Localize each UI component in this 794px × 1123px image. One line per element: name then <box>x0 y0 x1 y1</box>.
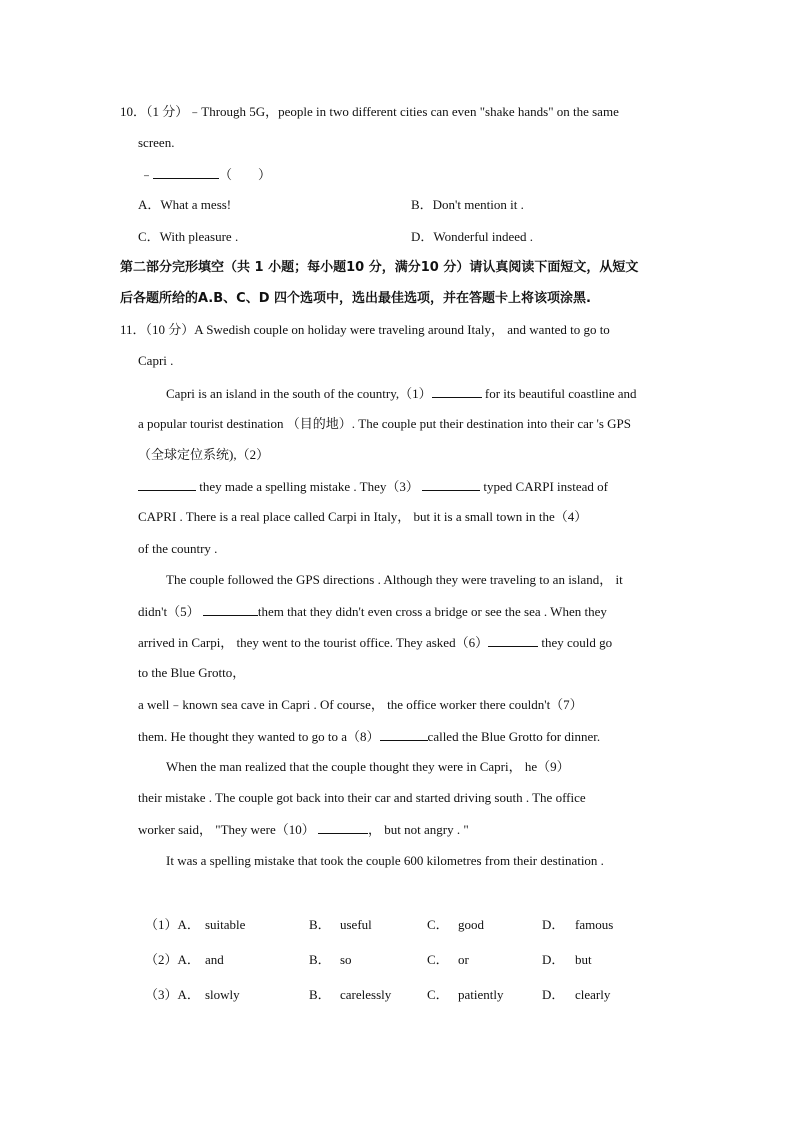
passage-text: worker said， "They were（10） <box>138 822 315 837</box>
q11-p1-line1 <box>166 385 637 402</box>
passage-text: Capri is an island in the south of the country,（1） <box>166 386 432 401</box>
q11-p2-line6 <box>138 728 600 745</box>
passage-text: they could go <box>538 635 613 650</box>
blank-1[interactable] <box>432 385 482 398</box>
choice-c[interactable]: patiently <box>458 987 504 1002</box>
choice-b[interactable]: carelessly <box>340 987 392 1002</box>
choice-b[interactable]: useful <box>340 917 372 932</box>
passage-text: arrived in Carpi， they went to the tourist office. They asked（6） <box>138 635 489 650</box>
passage-text: them. He thought they wanted to go to a（8） <box>138 729 380 744</box>
q11-p1-line3: （全球定位系统),（2） <box>138 447 270 462</box>
choice-d[interactable]: famous <box>575 917 614 932</box>
blank-5[interactable] <box>203 603 258 616</box>
choice-a[interactable]: and <box>205 952 224 967</box>
choice-d[interactable]: clearly <box>575 987 611 1002</box>
choice-a[interactable]: slowly <box>205 987 240 1002</box>
q10-option-c[interactable]: C．With pleasure . <box>138 229 239 244</box>
passage-text: didn't（5） <box>138 604 200 619</box>
q10-answer-paren: （ ） <box>219 167 272 182</box>
choice-a[interactable]: suitable <box>205 917 246 932</box>
q10-option-d[interactable]: D．Wonderful indeed . <box>411 229 534 244</box>
q11-intro-line2: Capri . <box>138 353 174 368</box>
q10-answer-blank[interactable] <box>153 166 219 179</box>
q11-p1-line5: CAPRI . There is a real place called Carpi in Italy， but it is a small town in the（4） <box>138 509 588 524</box>
choice-b-label: B． <box>309 917 331 932</box>
q11-p1-line2: a popular tourist destination （目的地）. The couple put their destination into their car 's GPS <box>138 416 632 431</box>
choice-c-label: C． <box>427 987 449 1002</box>
choice-b[interactable]: so <box>340 952 352 967</box>
section2-heading-line1: 第二部分完形填空（共 1 小题；每小题10 分，满分10 分）请认真阅读下面短文，从短文 <box>120 260 639 275</box>
blank-10[interactable] <box>318 821 368 834</box>
blank-3[interactable] <box>422 478 480 491</box>
choice-c-label: C． <box>427 952 449 967</box>
choice-number: （2）A． <box>145 952 200 967</box>
q11-p2-line1: The couple followed the GPS directions . Although they were traveling to an island， it <box>166 572 623 587</box>
q11-p2-line2 <box>138 603 607 620</box>
q10-answer-prefix: ﹣ <box>140 167 154 182</box>
choice-d[interactable]: but <box>575 952 592 967</box>
passage-text: called the Blue Grotto for dinner. <box>427 729 601 744</box>
passage-text: ， but not angry . " <box>368 822 469 837</box>
passage-text: them that they didn't even cross a bridge or see the sea . When they <box>257 604 607 619</box>
q10-stem-line2: screen. <box>138 135 175 150</box>
section2-heading-line2: 后各题所给的A.B、C、D 四个选项中，选出最佳选项，并在答题卡上将该项涂黑. <box>120 291 591 306</box>
q11-intro-line1: 11．（10 分）A Swedish couple on holiday were traveling around Italy， and wanted to go to <box>120 322 610 337</box>
choice-c-label: C． <box>427 917 449 932</box>
choice-d-label: D． <box>542 987 565 1002</box>
choice-c[interactable]: or <box>458 952 469 967</box>
blank-2[interactable] <box>138 478 196 491</box>
choice-b-label: B． <box>309 952 331 967</box>
choice-c[interactable]: good <box>458 917 484 932</box>
q11-p3-line1: When the man realized that the couple thought they were in Capri， he（9） <box>166 759 570 774</box>
passage-text: typed CARPI instead of <box>480 479 608 494</box>
q10-option-a[interactable]: A．What a mess! <box>138 197 232 212</box>
passage-text: they made a spelling mistake . They（3） <box>196 479 419 494</box>
choice-number: （1）A． <box>145 917 200 932</box>
q11-p2-line5: a well﹣known sea cave in Capri . Of course， the office worker there couldn't（7） <box>138 697 583 712</box>
q11-p2-line3 <box>138 634 612 651</box>
q10-stem-line1: 10．（1 分）﹣Through 5G，people in two different cities can even "shake hands" on the same <box>120 104 619 119</box>
choice-d-label: D． <box>542 952 565 967</box>
q10-option-b[interactable]: B．Don't mention it . <box>411 197 524 212</box>
q10-answer-line <box>140 166 271 183</box>
q11-p2-line4: to the Blue Grotto， <box>138 665 246 680</box>
choice-number: （3）A． <box>145 987 200 1002</box>
blank-8[interactable] <box>380 728 428 741</box>
q11-p3-line2: their mistake . The couple got back into their car and started driving south . The office <box>138 790 586 805</box>
choice-d-label: D． <box>542 917 565 932</box>
blank-6[interactable] <box>488 634 538 647</box>
passage-text: for its beautiful coastline and <box>481 386 637 401</box>
choice-b-label: B． <box>309 987 331 1002</box>
q11-p1-line6: of the country . <box>138 541 218 556</box>
q11-p3-line3 <box>138 821 469 838</box>
q11-p4-line1: It was a spelling mistake that took the couple 600 kilometres from their destination . <box>166 853 604 868</box>
q11-p1-line4 <box>138 478 608 495</box>
